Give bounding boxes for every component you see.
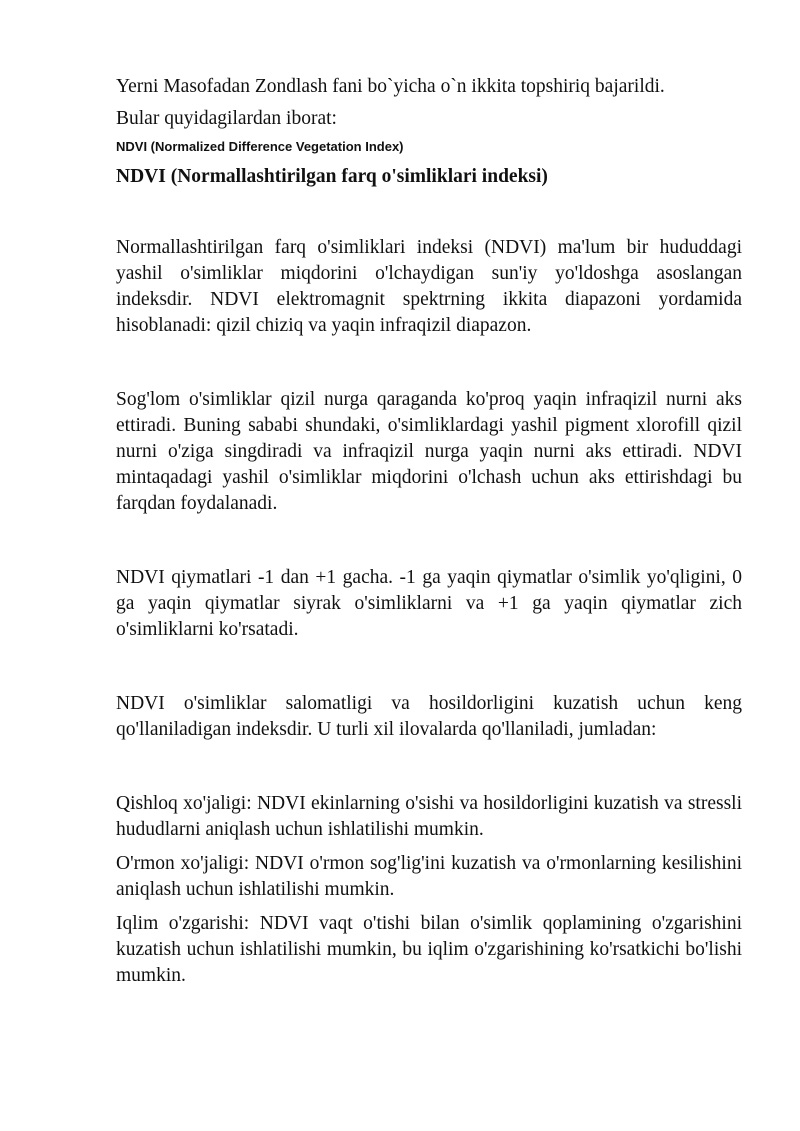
intro-line-2: Bular quyidagilardan iborat: xyxy=(116,108,337,129)
application-forestry: O'rmon xo'jaligi: NDVI o'rmon sog'lig'ini kuzatish va o'rmonlarning kesilishini aniqlash uchun ishlatilishi mumkin. xyxy=(116,853,742,900)
paragraph-definition: Normallashtirilgan farq o'simliklari indeksi (NDVI) ma'lum bir hududdagi yashil o'simliklar miqdorini o'lchaydigan sun'iy yo'ldoshga asoslangan indeksdir. NDVI elektromagnit spektrning ikkita diapazoni yordamida hisoblanadi: qizil chiziq va yaqin infraqizil diapazon. xyxy=(116,237,742,336)
subtitle-english: NDVI (Normalized Difference Vegetation Index) xyxy=(116,139,404,154)
document-page xyxy=(116,74,742,989)
paragraph-values: NDVI qiymatlari -1 dan +1 gacha. -1 ga yaqin qiymatlar o'simlik yo'qligini, 0 ga yaqin qiymatlar siyrak o'simliklarni va +1 ga yaqin qiymatlar zich o'simliklarni ko'rsatadi. xyxy=(116,567,742,640)
intro-line-1: Yerni Masofadan Zondlash fani bo`yicha o`n ikkita topshiriq bajarildi. xyxy=(116,76,665,97)
heading-uzbek: NDVI (Normallashtirilgan farq o'simliklari indeksi) xyxy=(116,166,548,187)
application-climate: Iqlim o'zgarishi: NDVI vaqt o'tishi bilan o'simlik qoplamining o'zgarishini kuzatish uchun ishlatilishi mumkin, bu iqlim o'zgarishining ko'rsatkichi bo'lishi mumkin. xyxy=(116,913,742,986)
paragraph-usage: NDVI o'simliklar salomatligi va hosildorligini kuzatish uchun keng qo'llaniladigan indeksdir. U turli xil ilovalarda qo'llaniladi, jumladan: xyxy=(116,693,742,740)
application-agriculture: Qishloq xo'jaligi: NDVI ekinlarning o'sishi va hosildorligini kuzatish va stressli hududlarni aniqlash uchun ishlatilishi mumkin. xyxy=(116,793,742,840)
paragraph-reflection: Sog'lom o'simliklar qizil nurga qaraganda ko'proq yaqin infraqizil nurni aks ettiradi. Buning sababi shundaki, o'simliklardagi yashil pigment xlorofill qizil nurni o'ziga singdiradi va infraqizil nurga yaqin nurni aks ettiradi. NDVI mintaqadagi yashil o'simliklar miqdorini o'lchash uchun aks ettirishdagi bu farqdan foydalanadi. xyxy=(116,389,742,514)
